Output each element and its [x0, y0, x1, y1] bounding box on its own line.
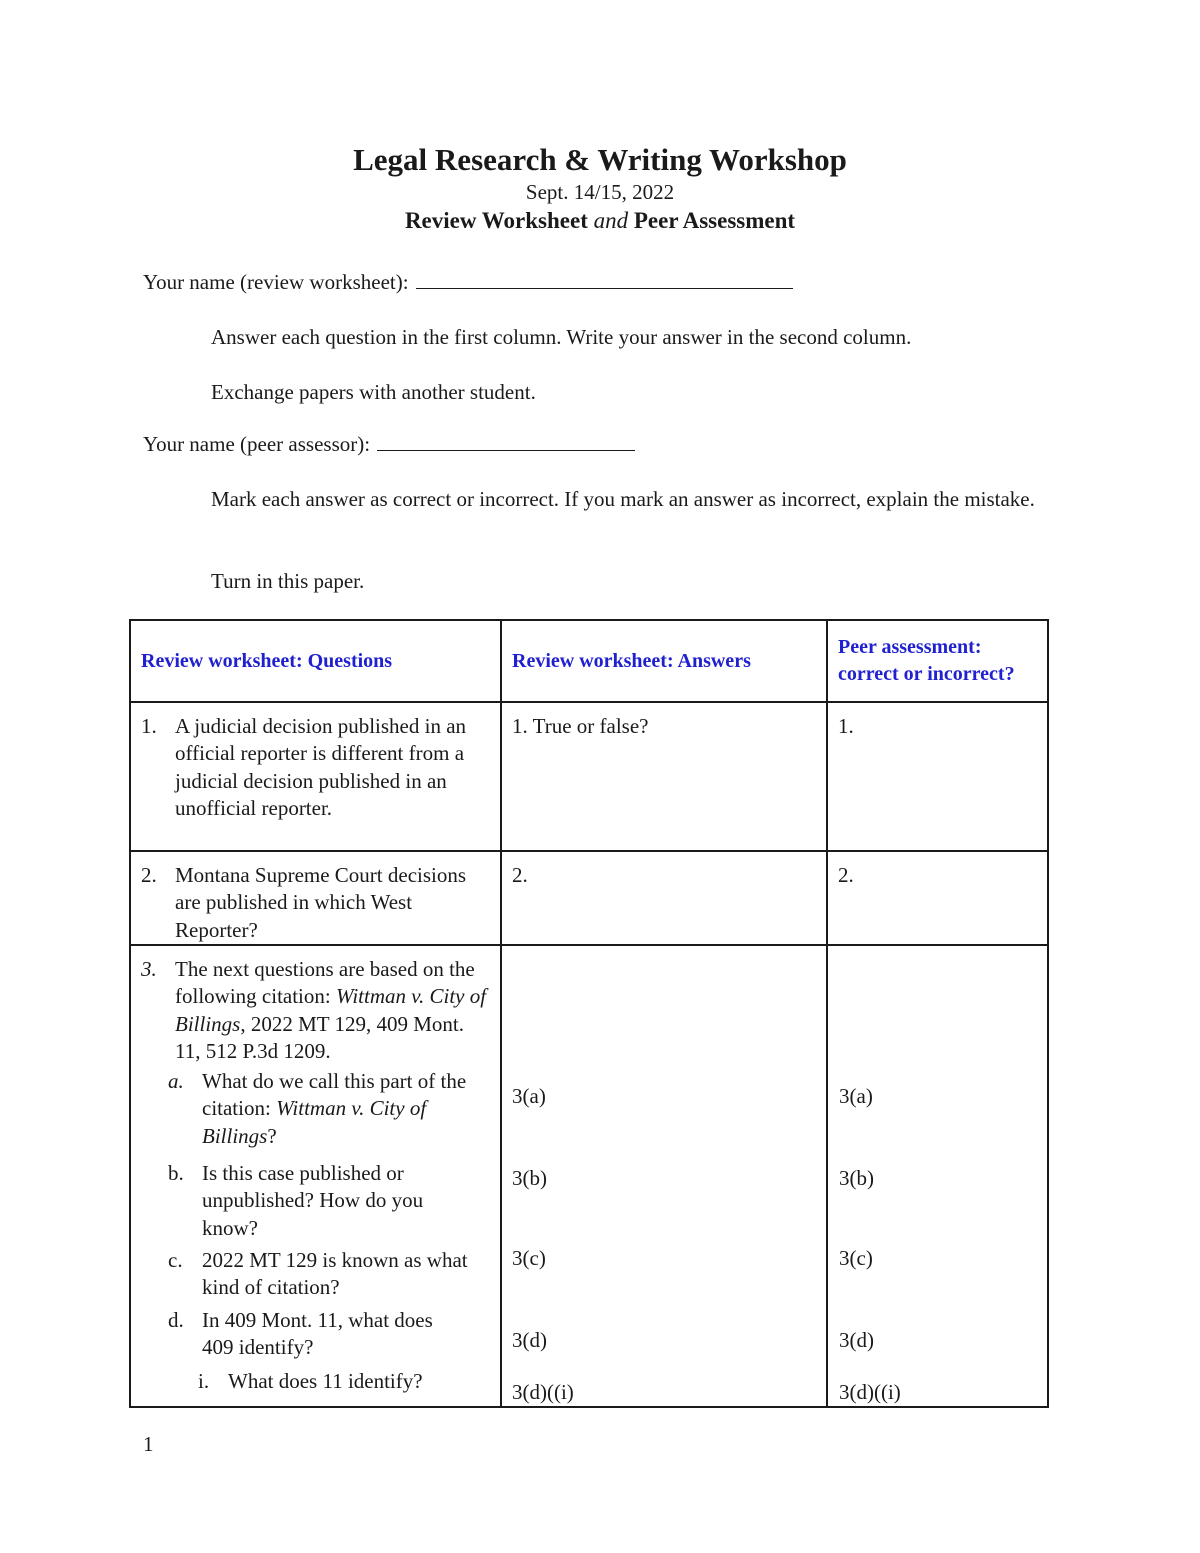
page-number: 1: [143, 1432, 154, 1456]
peer-3b: 3(b): [839, 1166, 874, 1190]
table-row: [130, 702, 1048, 851]
header-questions-cell: [130, 620, 501, 702]
name-peer-row: [143, 432, 635, 457]
peer-3di: 3(d)((i): [839, 1380, 901, 1404]
subquestion-c: [168, 1247, 468, 1302]
subtitle-and: and: [593, 208, 629, 233]
subquestion-text: In 409 Mont. 11, what does 409 identify?: [202, 1308, 433, 1360]
subq-case-name: Wittman v. City of Billings: [202, 1096, 427, 1148]
peer-3c: 3(c): [839, 1246, 873, 1270]
subquestion-text: 2022 MT 129 is known as what kind of citation?: [202, 1248, 468, 1300]
table-header-row: [130, 620, 1048, 702]
answer-3di: 3(d)((i): [512, 1380, 574, 1404]
peer-cell[interactable]: [827, 851, 1048, 945]
name-review-row: [143, 270, 793, 295]
subquestion-text: [202, 1068, 468, 1150]
intro-case-name: Wittman v. City of Billings: [175, 984, 487, 1036]
question-number: 3.: [141, 957, 157, 981]
peer-text: 2.: [838, 863, 854, 887]
document-title: Legal Research & Writing Workshop: [353, 142, 847, 177]
header-peer: Peer assessment: correct or incorrect?: [838, 636, 1015, 685]
answer-3c: 3(c): [512, 1246, 546, 1270]
subq-text-a: What do we call this part of the citation:: [202, 1069, 467, 1121]
subtitle-part-b: Peer Assessment: [628, 208, 796, 233]
subquestion-label: a.: [168, 1069, 184, 1093]
peer-cell[interactable]: [827, 702, 1048, 851]
instruction-turn-in: Turn in this paper.: [211, 569, 365, 593]
peer-text: 1.: [838, 714, 854, 738]
name-peer-label: Your name (peer assessor):: [143, 432, 371, 456]
instruction-answer: Answer each question in the first column. Write your answer in the second column.: [211, 325, 912, 349]
header-questions: Review worksheet: Questions: [141, 649, 393, 672]
instruction-mark: Mark each answer as correct or incorrect. If you mark an answer as incorrect, explain the mistake.: [211, 487, 1035, 511]
answer-cell[interactable]: [501, 851, 827, 945]
name-peer-blank[interactable]: [377, 432, 635, 451]
name-review-blank[interactable]: [416, 270, 793, 289]
peer-3a: 3(a): [839, 1084, 873, 1108]
intro-text-a: The next questions are based on the following citation:: [175, 957, 475, 1009]
peer-3d: 3(d): [839, 1328, 874, 1352]
name-review-label: Your name (review worksheet):: [143, 270, 409, 294]
question-number: 1.: [141, 714, 157, 738]
header-answers-cell: [501, 620, 827, 702]
subquestion-b: [168, 1160, 468, 1242]
answer-3d: 3(d): [512, 1328, 547, 1352]
question-cell: [130, 945, 501, 1407]
question-text: A judicial decision published in an official reporter is different from a judicial decision published in an unofficial reporter.: [175, 714, 467, 820]
subquestion-label: b.: [168, 1161, 184, 1185]
subquestion-label: d.: [168, 1308, 184, 1332]
subquestion-a: [168, 1068, 468, 1150]
answer-text: 1. True or false?: [512, 714, 649, 738]
table-row: [130, 945, 1048, 1407]
subquestion-label: i.: [198, 1369, 210, 1393]
subquestion-d: [168, 1307, 468, 1362]
question-text: Montana Supreme Court decisions are published in which West Reporter?: [175, 863, 467, 942]
worksheet-table: [129, 619, 1049, 1408]
answer-3a: 3(a): [512, 1084, 546, 1108]
document-date: Sept. 14/15, 2022: [525, 180, 675, 204]
answer-cell[interactable]: [501, 702, 827, 851]
header-peer-cell: [827, 620, 1048, 702]
answer-3b: 3(b): [512, 1166, 547, 1190]
instruction-exchange: Exchange papers with another student.: [211, 380, 536, 404]
intro-text-b: , 2022 MT 129, 409 Mont. 11, 512 P.3d 1209.: [175, 1011, 464, 1063]
subtitle-part-a: Review Worksheet: [404, 208, 594, 233]
question-intro: [175, 956, 490, 1065]
header-answers: Review worksheet: Answers: [512, 649, 751, 672]
question-cell: [130, 851, 501, 945]
document-subtitle: [0, 208, 1200, 234]
answer-cell[interactable]: [501, 945, 827, 1407]
subquestion-text: Is this case published or unpublished? How do you know?: [202, 1161, 424, 1240]
question-number: 2.: [141, 863, 157, 887]
peer-cell[interactable]: [827, 945, 1048, 1407]
answer-text: 2.: [512, 863, 528, 887]
subquestion-d-i: [198, 1368, 478, 1395]
subq-text-b: ?: [267, 1123, 277, 1148]
subquestion-label: c.: [168, 1248, 183, 1272]
table-row: [130, 851, 1048, 945]
question-cell: [130, 702, 501, 851]
subquestion-text: What does 11 identify?: [228, 1369, 423, 1393]
